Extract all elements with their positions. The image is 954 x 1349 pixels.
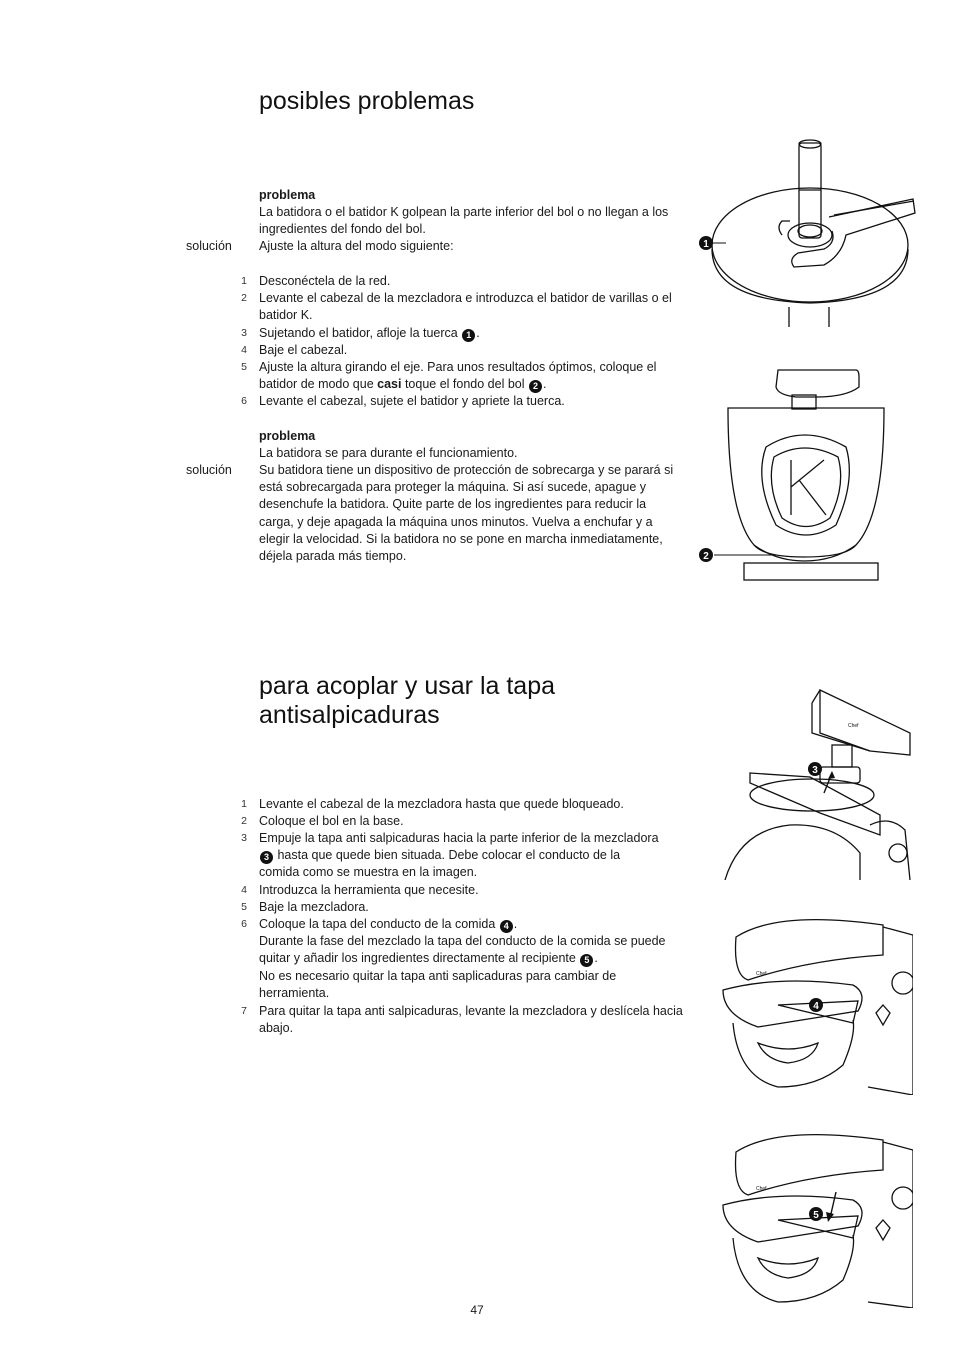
adding-ingredients-illustration [718,1130,913,1308]
step-text: No es necesario quitar la tapa anti saplicaduras para cambiar de herramienta. [259,968,617,1000]
problem-label: problema [259,429,316,443]
list-item [259,916,689,1002]
step-number: 1 [241,798,247,810]
callout-2-label: 2 [703,551,709,562]
step-number: 7 [241,1005,247,1017]
problem-text: La batidora se para durante el funcionamiento. [259,446,518,460]
emphasis-casi: casi [377,377,402,392]
brand-label: Chef [756,1186,767,1192]
callout-2-badge: 2 [529,380,542,393]
list-item: Introduzca la herramienta que necesite. [259,883,479,897]
callout-1-badge: 1 [462,329,475,342]
step-number: 6 [241,918,247,930]
feed-chute-cover-illustration [718,915,913,1095]
title-line: antisalpicaduras [259,701,440,729]
title-line: para acoplar y usar la tapa [259,672,556,700]
list-item: Levante el cabezal, sujete el batidor y apriete la tuerca. [259,394,565,408]
list-item: Coloque el bol en la base. [259,814,404,828]
callout-1-label: 1 [703,239,709,250]
list-item: Levante el cabezal de la mezcladora hasta que quede bloqueado. [259,797,624,811]
step-number: 2 [241,815,247,827]
step-number: 1 [241,275,247,287]
solution-text: Su batidora tiene un dispositivo de protección de sobrecarga y se parará si está sobrecargada para proteger la máquina. Si así sucede, apague y desenchufe la batidora. Quite parte de los ingredientes para reducir la carga, y deje apagada la máquina unos minutos. Vuelva a enchufar y a elegir la velocidad. Si la batidora no se pone en marcha inmediatamente, déjela parada más tiempo. [259,463,674,564]
solution-label: solución [186,239,232,253]
problem-label: problema [259,188,316,202]
callout-5-label: 5 [813,1210,819,1221]
punctuation: . [476,326,480,340]
step-number: 4 [241,344,247,356]
list-item: Baje la mezcladora. [259,900,369,914]
step-number: 3 [241,832,247,844]
punctuation: . [543,377,547,392]
callout-3-label: 3 [812,765,818,776]
callout-4-badge: 4 [500,920,513,933]
step-text: Sujetando el batidor, afloje la tuerca [259,326,458,340]
spanner-illustration [696,135,921,330]
step-text: Durante la fase del mezclado la tapa del conducto de la comida se puede quitar y añadir los ingredientes directamente al recipiente [259,934,666,966]
problem-text: La batidora o el batidor K golpean la parte inferior del bol o no llegan a los ingredientes del fondo del bol. [259,205,669,237]
list-item [259,359,689,393]
list-item: Para quitar la tapa anti salpicaduras, levante la mezcladora y deslícela hacia abajo. [259,1004,683,1036]
step-text: toque el fondo del bol [401,377,525,392]
step-number: 5 [241,901,247,913]
list-item: Desconéctela de la red. [259,274,391,288]
list-item [259,325,689,342]
list-item: Baje el cabezal. [259,343,348,357]
page-number: 47 [470,1303,484,1317]
splash-guard-attach-illustration [720,685,915,880]
section-title-splash-guard [259,672,555,730]
step-number: 5 [241,361,247,373]
step-number: 2 [241,292,247,304]
step-text: Coloque la tapa del conducto de la comida [259,917,499,931]
step-text: Empuje la tapa anti salpicaduras hacia la parte inferior de la mezcladora [259,831,659,845]
solution-text: Ajuste la altura del modo siguiente: [259,239,454,253]
section-title-problems: posibles problemas [259,87,475,115]
punctuation: . [594,951,598,966]
brand-label: Chef [848,723,859,729]
punctuation: . [513,917,518,931]
list-item: Levante el cabezal de la mezcladora e introduzca el batidor de varillas o el batidor K. [259,291,672,323]
list-item [259,830,659,882]
solution-label: solución [186,463,232,477]
step-number: 6 [241,395,247,407]
k-beater-bowl-illustration [696,365,896,583]
step-text: hasta que quede bien situada. Debe colocar el conducto de la comida como se muestra en la imagen. [259,848,621,880]
callout-3-badge: 3 [260,851,273,864]
brand-label: Chef [756,971,767,977]
callout-5-badge: 5 [580,954,593,967]
step-number: 3 [241,327,247,339]
callout-4-label: 4 [813,1001,819,1012]
step-number: 4 [241,884,247,896]
step-text: Ajuste la altura girando el eje. Para unos resultados óptimos, coloque el batidor de modo que [259,360,657,392]
